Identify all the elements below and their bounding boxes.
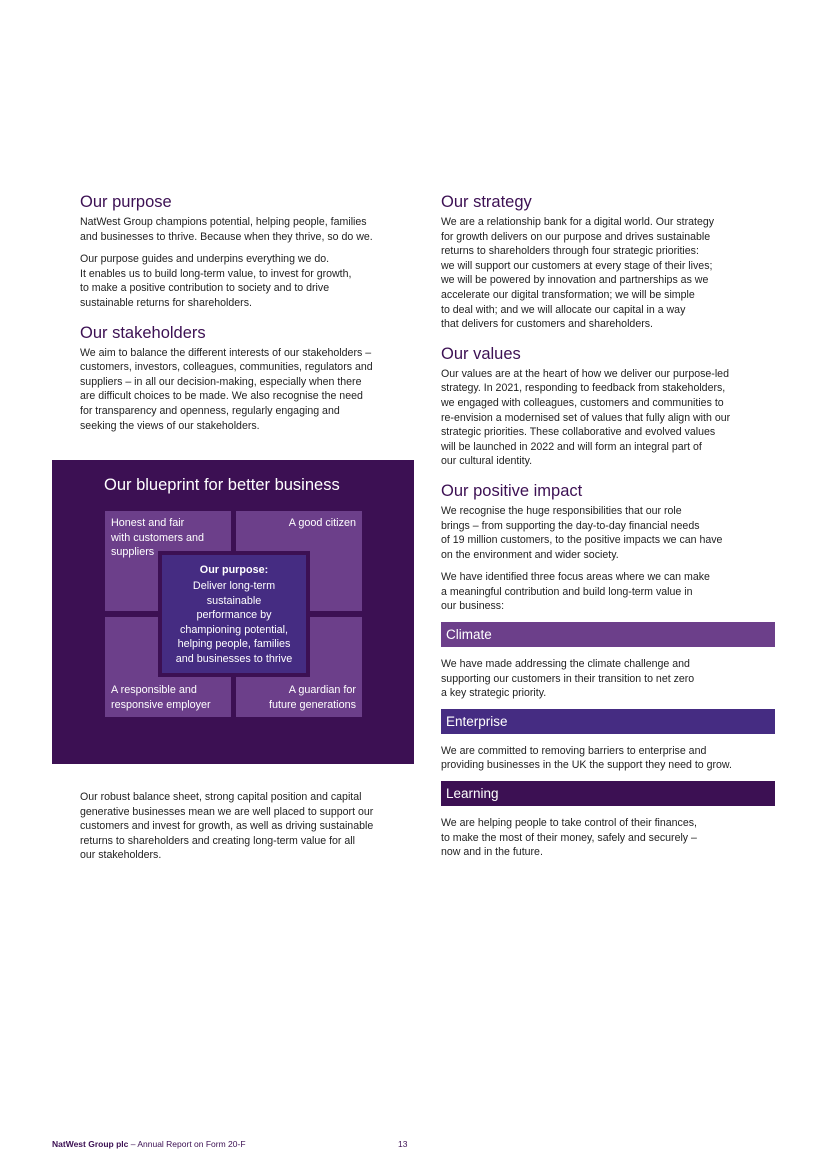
focus-bar-learning: Learning bbox=[441, 781, 775, 806]
footer bbox=[52, 1139, 246, 1149]
impact-section bbox=[441, 481, 777, 860]
impact-paragraph-2: We have identified three focus areas where we can make a meaningful contribution and build long-term value in our business: bbox=[441, 571, 710, 613]
purpose-heading: Our purpose bbox=[80, 193, 172, 211]
purpose-box-text: Deliver long-term sustainable performance by championing potential, helping people, families and businesses to thrive bbox=[175, 580, 293, 665]
purpose-paragraph-1: NatWest Group champions potential, helping people, families and businesses to thrive. Because when they thrive, so do we. bbox=[80, 216, 373, 243]
page-number: 13 bbox=[398, 1139, 408, 1149]
left-column bbox=[80, 192, 416, 445]
purpose-paragraph-2: Our purpose guides and underpins everything we do. It enables us to build long-term value, to invest for growth, to make a positive contribution to society and to drive sustainable returns for shareholders. bbox=[80, 253, 352, 309]
values-paragraph: Our values are at the heart of how we deliver our purpose-led strategy. In 2021, responding to feedback from stakeholders, we engaged with colleagues, customers and communities to re-envision a modernised set of values that fully align with our strategic priorities. These collaborative and evolved values will be launched in 2022 and will form an integral part of our cultural identity. bbox=[441, 367, 731, 468]
quadrant-label: A good citizen bbox=[288, 517, 356, 529]
purpose-section bbox=[80, 192, 416, 311]
focus-text-climate: We have made addressing the climate challenge and supporting our customers in their transition to net zero a key strategic priority. bbox=[441, 658, 695, 700]
footer-report-title: – Annual Report on Form 20-F bbox=[128, 1139, 246, 1149]
blueprint-title: Our blueprint for better business bbox=[104, 476, 340, 494]
values-section bbox=[441, 344, 777, 469]
strategy-heading: Our strategy bbox=[441, 193, 532, 211]
footer-brand: NatWest Group plc bbox=[52, 1139, 129, 1149]
stakeholders-heading: Our stakeholders bbox=[80, 323, 206, 342]
strategy-section bbox=[441, 192, 777, 332]
blueprint-graphic bbox=[52, 460, 414, 764]
right-column bbox=[441, 192, 777, 868]
impact-paragraph-1: We recognise the huge responsibilities that our role brings – from supporting the day-to-day financial needs of 19 million customers, to the positive impacts we can have on the environment and wider society. bbox=[441, 504, 723, 561]
quadrant-label: Honest and fair with customers and suppliers bbox=[111, 517, 205, 558]
purpose-center-box bbox=[162, 555, 306, 673]
quadrant-label: A guardian for future generations bbox=[268, 684, 356, 711]
focus-bar-climate: Climate bbox=[441, 622, 775, 647]
values-heading: Our values bbox=[441, 344, 521, 363]
purpose-box-heading: Our purpose: bbox=[199, 564, 269, 576]
focus-text-enterprise: We are committed to removing barriers to enterprise and providing businesses in the UK the support they need to grow. bbox=[441, 744, 732, 772]
focus-text-learning: We are helping people to take control of their finances, to make the most of their money, safely and securely – now and in the future. bbox=[441, 817, 697, 859]
stakeholders-paragraph: We aim to balance the different interests of our stakeholders – customers, investors, colleagues, communities, regulators and suppliers – in all our decision-making, especially when there are difficult choices to be made. We also recognise the need for transparency and openness, regularly engaging and seeking the views of our stakeholders. bbox=[80, 346, 373, 432]
strategy-paragraph: We are a relationship bank for a digital world. Our strategy for growth delivers on our purpose and drives sustainable returns to shareholders through four strategic priorities: we will support our customers at every stage of their lives; we will be powered by innovation and partnerships as we accelerate our digital transformation; we will be simple to deal with; and we will allocate our capital in a way that delivers for customers and shareholders. bbox=[441, 216, 715, 331]
quadrant-label: A responsible and responsive employer bbox=[111, 684, 211, 711]
impact-heading: Our positive impact bbox=[441, 481, 583, 500]
closing-paragraph: Our robust balance sheet, strong capital position and capital generative businesses mean we are well placed to support our customers and invest for growth, as well as driving sustainable returns to shareholders and creating long-term value for all our stakeholders. bbox=[80, 791, 374, 862]
closing-section bbox=[80, 790, 416, 871]
focus-bar-enterprise: Enterprise bbox=[441, 709, 775, 734]
stakeholders-section bbox=[80, 323, 416, 434]
